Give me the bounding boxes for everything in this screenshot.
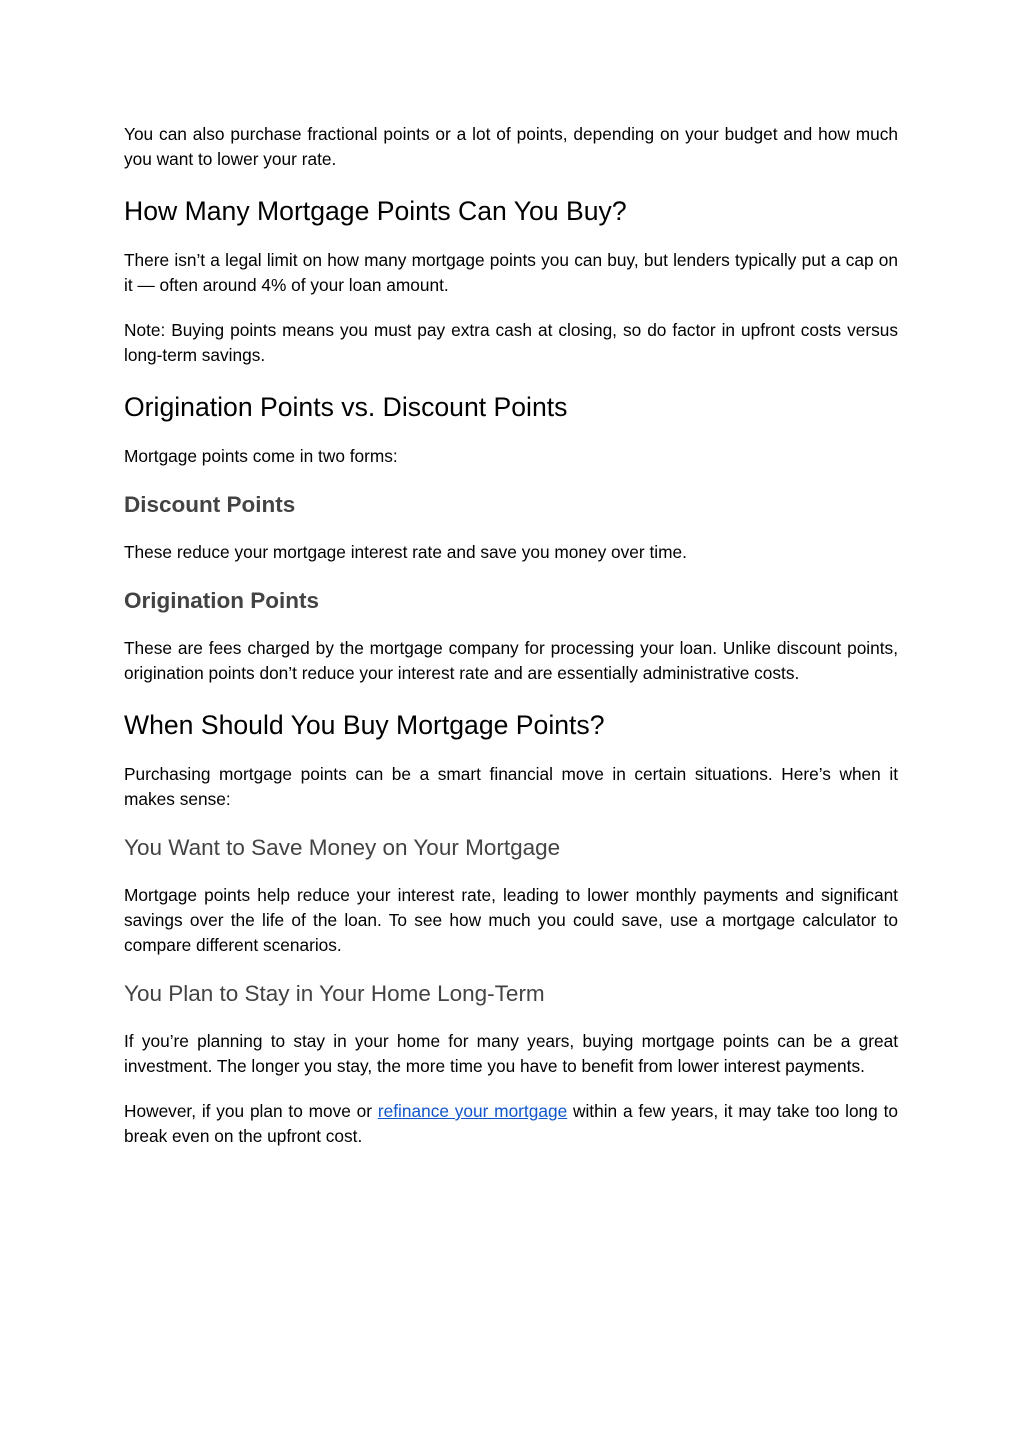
paragraph-when-intro: Purchasing mortgage points can be a smart financial move in certain situations. Here’s when it makes sense:: [124, 764, 898, 809]
paragraph-legal-limit: There isn’t a legal limit on how many mortgage points you can buy, but lenders typically put a cap on it — often around 4% of your loan amount.: [124, 250, 898, 295]
paragraph-origination-points: These are fees charged by the mortgage company for processing your loan. Unlike discount points, origination points don’t reduce your interest rate and are essentially administrative costs.: [124, 638, 898, 683]
heading-how-many-points: How Many Mortgage Points Can You Buy?: [124, 196, 627, 226]
heading-when-to-buy: When Should You Buy Mortgage Points?: [124, 710, 605, 740]
heading-long-term: You Plan to Stay in Your Home Long-Term: [124, 981, 545, 1006]
document-page: [124, 122, 898, 1149]
heading-origination-vs-discount: Origination Points vs. Discount Points: [124, 392, 568, 422]
paragraph-refinance: [124, 1099, 898, 1149]
intro-paragraph: You can also purchase fractional points or a lot of points, depending on your budget and how much you want to lower your rate.: [124, 124, 898, 169]
refinance-text-after: within a few years, it may take too long to break even on the upfront cost.: [124, 1101, 898, 1146]
paragraph-two-forms: Mortgage points come in two forms:: [124, 446, 398, 466]
refinance-your-mortgage-link[interactable]: refinance your mortgage: [377, 1101, 568, 1121]
paragraph-save-money: Mortgage points help reduce your interest rate, leading to lower monthly payments and significant savings over the life of the loan. To see how much you could save, use a mortgage calculator to compare different scenarios.: [124, 885, 898, 955]
heading-discount-points: Discount Points: [124, 492, 296, 517]
paragraph-discount-points: These reduce your mortgage interest rate and save you money over time.: [124, 542, 687, 562]
heading-origination-points: Origination Points: [124, 588, 319, 613]
paragraph-note: Note: Buying points means you must pay extra cash at closing, so do factor in upfront costs versus long-term savings.: [124, 320, 898, 365]
paragraph-long-term: If you’re planning to stay in your home for many years, buying mortgage points can be a great investment. The longer you stay, the more time you have to benefit from lower interest payments.: [124, 1031, 898, 1076]
refinance-text-before: However, if you plan to move or: [124, 1101, 378, 1121]
heading-save-money: You Want to Save Money on Your Mortgage: [124, 835, 561, 860]
